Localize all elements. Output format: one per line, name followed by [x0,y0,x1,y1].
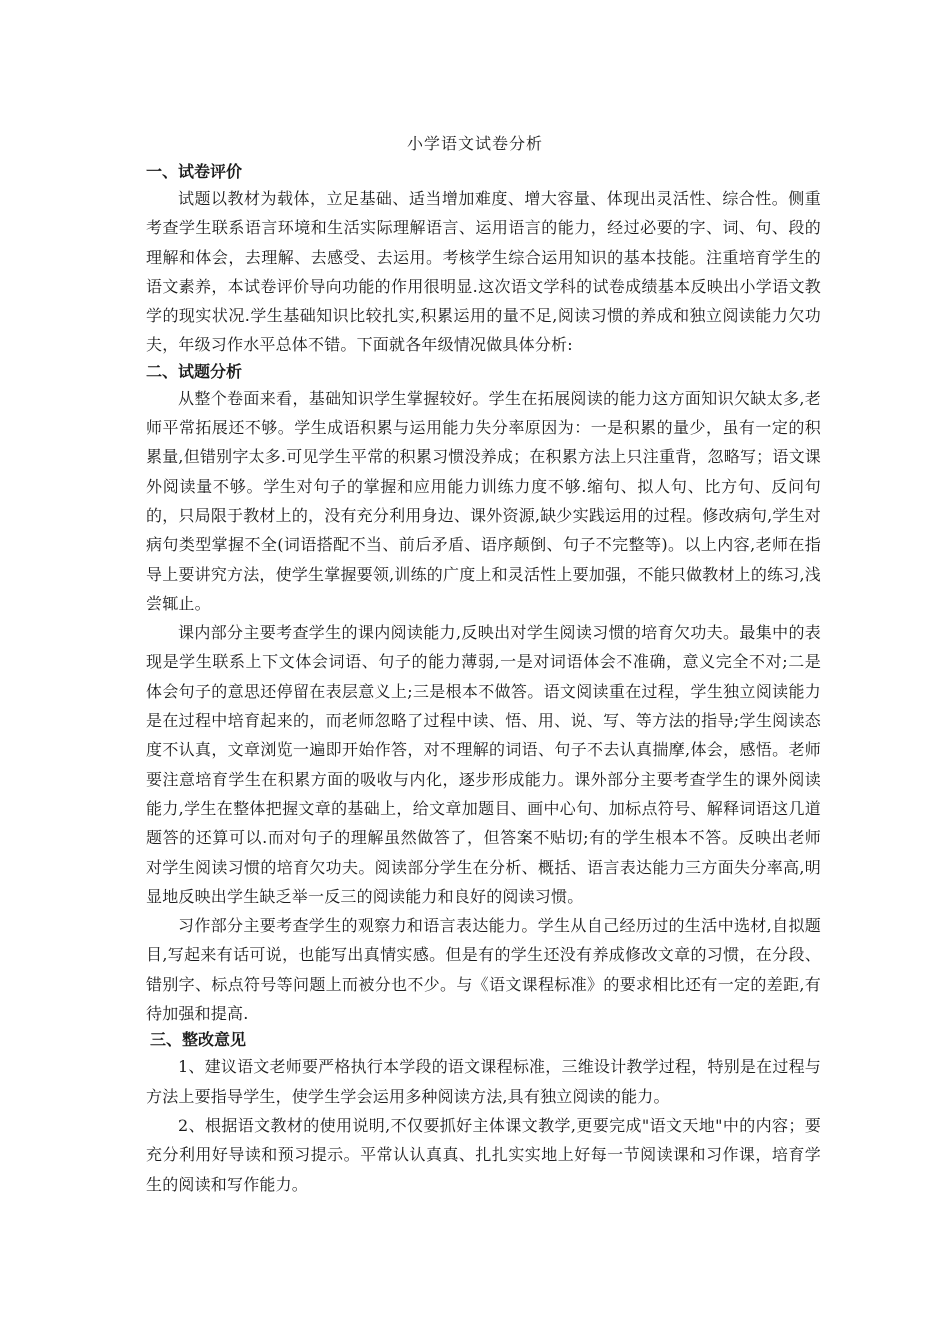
section-heading-evaluation: 一、试卷评价 [146,162,243,181]
document-title: 小学语文试卷分析 [406,134,543,153]
paragraph-evaluation: 试题以教材为载体，立足基础、适当增加难度、增大容量、体现出灵活性、综合性。侧重考查学生联系语言环境和生活实际理解语言、运用语言的能力，经过必要的字、词、句、段的理解和体会，去理解、去感受、去运用。考核学生综合运用知识的基本技能。注重培育学生的语文素养，本试卷评价导向功能的作用很明显.这次语文学科的试卷成绩基本反映出小学语文教学的现实状况.学生基础知识比较扎实,积累运用的量不足,阅读习惯的养成和独立阅读能力欠功夫，年级习作水平总体不错。下面就各年级情况做具体分析: [146,189,821,355]
paragraph-analysis-writing: 习作部分主要考查学生的观察力和语言表达能力。学生从自己经历过的生活中选材,自拟题目,写起来有话可说，也能写出真情实感。但是有的学生还没有养成修改文章的习惯，在分段、错别字、标点符号等问题上而被分也不少。与《语文课程标准》的要求相比还有一定的差距,有待加强和提高. [146,916,821,1024]
section-heading-suggestions: 三、整改意见 [150,1030,247,1050]
paragraph-suggestion-2: 2、根据语文教材的使用说明,不仅要抓好主体课文教学,更要完成"语文天地"中的内容；要充分利用好导读和预习提示。平常认认真真、扎扎实实地上好每一节阅读课和习作课，培育学生的阅读和写作能力。 [146,1115,821,1194]
paragraph-suggestion-1: 1、建议语文老师要严格执行本学段的语文课程标准，三维设计教学过程，特别是在过程与方法上要指导学生，使学生学会运用多种阅读方法,具有独立阅读的能力。 [146,1057,821,1106]
document-body [146,160,821,1199]
paragraph-analysis-basics: 从整个卷面来看，基础知识学生掌握较好。学生在拓展阅读的能力这方面知识欠缺太多,老师平常拓展还不够。学生成语积累与运用能力失分率原因为：一是积累的量少，虽有一定的积累量,但错别字太多.可见学生平常的积累习惯没养成；在积累方法上只注重背，忽略写；语文课外阅读量不够。学生对句子的掌握和应用能力训练力度不够.缩句、拟人句、比方句、反问句的，只局限于教材上的，没有充分利用身边、课外资源,缺少实践运用的过程。修改病句,学生对病句类型掌握不全(词语搭配不当、前后矛盾、语序颠倒、句子不完整等)。以上内容,老师在指导上要讲究方法，使学生掌握要领,训练的广度上和灵活性上要加强，不能只做教材上的练习,浅尝辄止。 [146,388,821,613]
section-heading-analysis: 二、试题分析 [146,361,243,381]
paragraph-analysis-reading: 课内部分主要考查学生的课内阅读能力,反映出对学生阅读习惯的培育欠功夫。最集中的表现是学生联系上下文体会词语、句子的能力薄弱,一是对词语体会不准确，意义完全不对;二是体会句子的意思还停留在表层意义上;三是根本不做答。语文阅读重在过程，学生独立阅读能力是在过程中培育起来的，而老师忽略了过程中读、悟、用、说、写、等方法的指导;学生阅读态度不认真，文章浏览一遍即开始作答，对不理解的词语、句子不去认真揣摩,体会，感悟。老师要注意培育学生在积累方面的吸收与内化，逐步形成能力。课外部分主要考查学生的课外阅读能力,学生在整体把握文章的基础上，给文章加题目、画中心句、加标点符号、解释词语这几道题答的还算可以.而对句子的理解虽然做答了，但答案不贴切;有的学生根本不答。反映出老师对学生阅读习惯的培育欠功夫。阅读部分学生在分析、概括、语言表达能力三方面失分率高,明显地反映出学生缺乏举一反三的阅读能力和良好的阅读习惯。 [146,623,821,906]
